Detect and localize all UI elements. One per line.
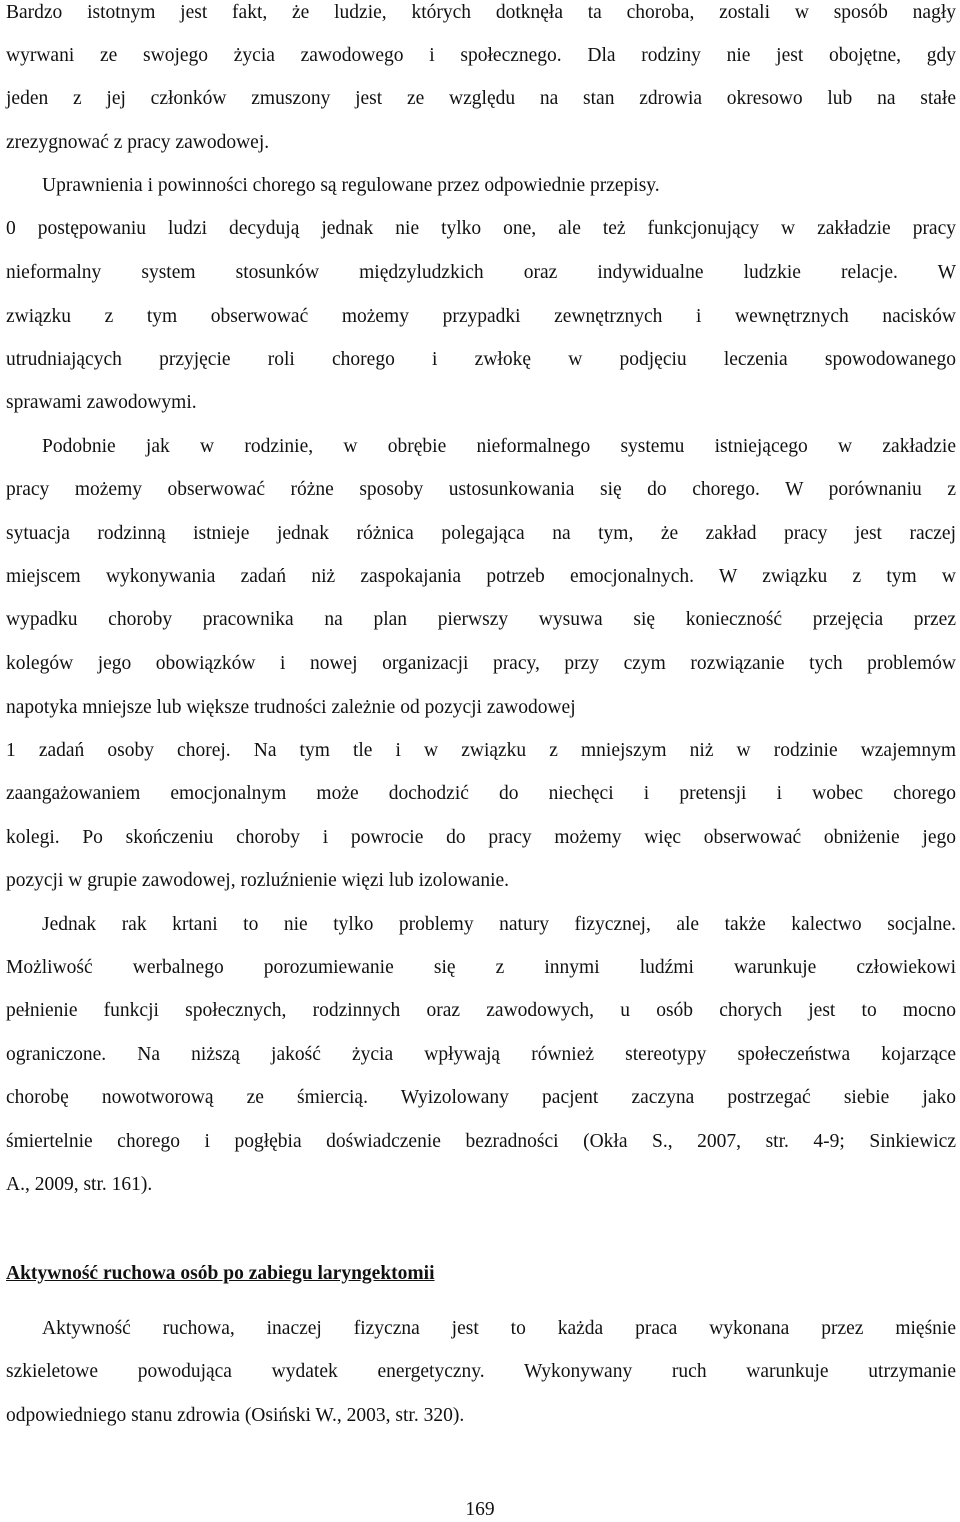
text-line: pozycji w grupie zawodowej, rozluźnienie więzi lub izolowanie. [6,870,510,891]
text-line: pracy możemy obserwować różne sposoby ustosunkowania się do chorego. W porównaniu z [6,479,956,500]
text-line: związku z tym obserwować możemy przypadki zewnętrznych i wewnętrznych nacisków [6,306,956,327]
text-line: wypadku choroby pracownika na plan pierwszy wysuwa się konieczność przejęcia przez [6,609,956,630]
text-line: miejscem wykonywania zadań niż zaspokajania potrzeb emocjonalnych. W związku z tym w [6,566,956,587]
text-line: sprawami zawodowymi. [6,392,197,413]
page-number: 169 [465,1499,495,1520]
text-line: chorobę nowotworową ze śmiercią. Wyizolowany pacjent zaczyna postrzegać siebie jako [6,1087,956,1108]
text-line: odpowiedniego stanu zdrowia (Osiński W., 2003, str. 320). [6,1405,465,1426]
text-line: szkieletowe powodująca wydatek energetyczny. Wykonywany ruch warunkuje utrzymanie [6,1361,956,1382]
text-line: utrudniających przyjęcie roli chorego i zwłokę w podjęciu leczenia spowodowanego [6,349,956,370]
text-line: zaangażowaniem emocjonalnym może dochodzić do niechęci i pretensji i wobec chorego [6,783,956,804]
text-line: kolegi. Po skończeniu choroby i powrocie do pracy możemy więc obserwować obniżenie jego [6,827,956,848]
text-line: kolegów jego obowiązków i nowej organizacji pracy, przy czym rozwiązanie tych problemów [6,653,956,674]
text-line: napotyka mniejsze lub większe trudności zależnie od pozycji zawodowej [6,697,576,718]
text-line: Uprawnienia i powinności chorego są regulowane przez odpowiednie przepisy. [42,175,660,196]
text-line: Bardzo istotnym jest fakt, że ludzie, których dotknęła ta choroba, zostali w sposób nagły [6,2,956,23]
text-line: zrezygnować z pracy zawodowej. [6,132,270,153]
text-line: Aktywność ruchowa, inaczej fizyczna jest to każda praca wykonana przez mięśnie [42,1318,956,1339]
text-line: pełnienie funkcji społecznych, rodzinnych oraz zawodowych, u osób chorych jest to mocno [6,1000,956,1021]
text-line: Jednak rak krtani to nie tylko problemy natury fizycznej, ale także kalectwo socjalne. [42,914,956,935]
text-line: nieformalny system stosunków międzyludzkich oraz indywidualne ludzkie relacje. W [6,262,956,283]
text-line: ograniczone. Na niższą jakość życia wpływają również stereotypy społeczeństwa kojarzące [6,1044,956,1065]
text-line: Możliwość werbalnego porozumiewanie się z innymi ludźmi warunkuje człowiekowi [6,957,956,978]
text-line: jeden z jej członków zmuszony jest ze względu na stan zdrowia okresowo lub na stałe [6,88,956,109]
section-heading: Aktywność ruchowa osób po zabiegu laryngektomii [6,1263,435,1284]
text-line: sytuacja rodzinną istnieje jednak różnica polegająca na tym, że zakład pracy jest raczej [6,523,956,544]
text-line: 0 postępowaniu ludzi decydują jednak nie tylko one, ale też funkcjonujący w zakładzie pracy [6,218,956,239]
text-line: śmiertelnie chorego i pogłębia doświadczenie bezradności (Okła S., 2007, str. 4-9; Sinkiewicz [6,1131,956,1152]
text-line: A., 2009, str. 161). [6,1174,153,1195]
text-line: wyrwani ze swojego życia zawodowego i społecznego. Dla rodziny nie jest obojętne, gdy [6,45,956,66]
text-line: Podobnie jak w rodzinie, w obrębie nieformalnego systemu istniejącego w zakładzie [42,436,956,457]
text-line: 1 zadań osoby chorej. Na tym tle i w związku z mniejszym niż w rodzinie wzajemnym [6,740,956,761]
